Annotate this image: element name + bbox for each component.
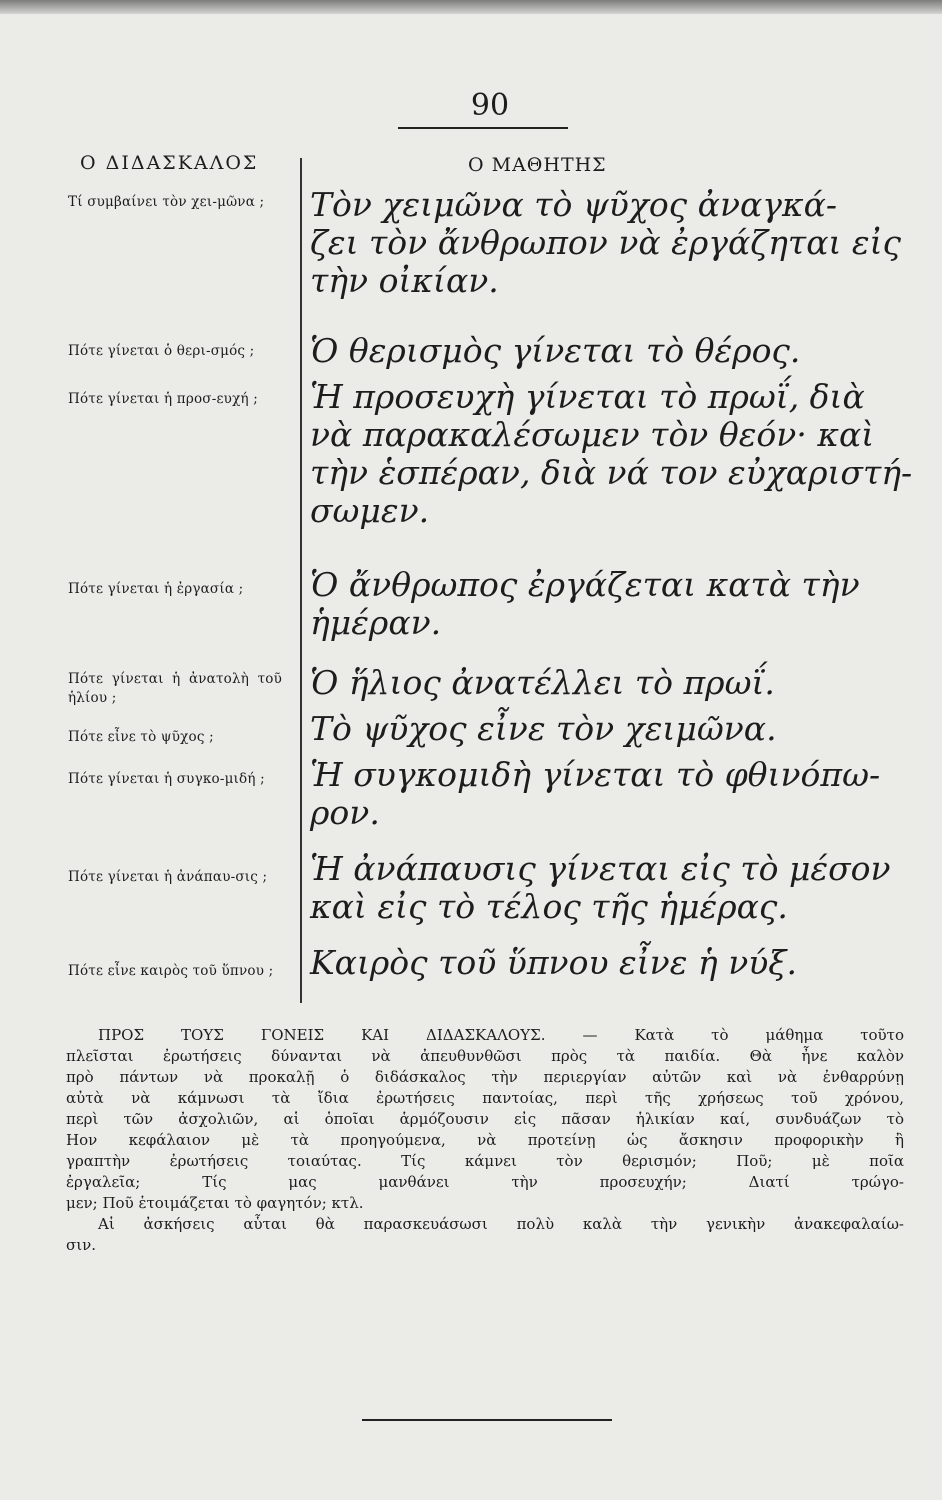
- answer-line: Ὁ θερισμὸς γίνεται τὸ θέρος.: [310, 331, 801, 370]
- note-line: γραπτὴν ἐρωτήσεις τοιαύτας. Τίς κάμνει τὸν θερισμόν; Ποῦ; μὲ ποῖα: [66, 1152, 904, 1170]
- note-line: ΠΡΟΣ ΤΟΥΣ ΓΟΝΕΙΣ ΚΑΙ ΔΙΔΑΣΚΑΛΟΥΣ. — Κατὰ τὸ μάθημα τοῦτο: [98, 1026, 904, 1044]
- question-8: Πότε γίνεται ἡ ἀνάπαυ-σις ;: [68, 869, 268, 885]
- note-line: Αἱ ἀσκήσεις αὗται θὰ παρασκευάσωσι πολὺ καλὰ τὴν γενικὴν ἀνακεφαλαίω-: [98, 1215, 904, 1233]
- note-line: Ηον κεφάλαιον μὲ τὰ προηγούμενα, νὰ προτείνῃ ὡς ἄσκησιν προφορικὴν ἢ: [66, 1131, 904, 1149]
- answer-line: σωμεν.: [310, 491, 430, 530]
- answer-line: ἡμέραν.: [310, 603, 442, 642]
- question-9: Πότε εἶνε καιρὸς τοῦ ὕπνου ;: [68, 963, 274, 979]
- answer-2: [310, 332, 895, 370]
- question-7: Πότε γίνεται ἡ συγκο-μιδή ;: [68, 771, 265, 787]
- question-6: Πότε εἶνε τὸ ψῦχος ;: [68, 729, 214, 745]
- column-divider: [300, 158, 302, 1003]
- answer-5: [310, 664, 895, 702]
- answer-line: τὴν οἰκίαν.: [310, 261, 499, 300]
- note-line: αὐτὰ νὰ κάμνωσι τὰ ἴδια ἐρωτήσεις παντοίας, περὶ τῆς χρήσεως τοῦ χρόνου,: [66, 1089, 904, 1107]
- answer-line: τὴν ἑσπέραν, διὰ νά τον εὐχαριστή-: [310, 453, 913, 492]
- header-rule: [398, 127, 568, 129]
- question-5: Πότε γίνεται ἡ ἀνατολὴ τοῦ ἡλίου ;: [68, 671, 282, 706]
- answer-line: Ὁ ἥλιος ἀνατέλλει τὸ πρωΐ.: [310, 663, 775, 702]
- answer-line: Καιρὸς τοῦ ὕπνου εἶνε ἡ νύξ.: [310, 943, 797, 982]
- note-line: πλεῖσται ἐρωτήσεις δύνανται νὰ ἀπευθυνθῶσι πρὸς τὰ παιδία. Θὰ ἦνε καλὸν: [66, 1047, 904, 1065]
- answer-line: Ἡ συγκομιδὴ γίνεται τὸ φθινόπω-: [310, 755, 881, 794]
- note-line: μεν; Ποῦ ἑτοιμάζεται τὸ φαγητόν; κτλ.: [66, 1194, 364, 1212]
- note-to-parents-and-teachers: [66, 1025, 904, 1256]
- question-2: Πότε γίνεται ὁ θερι-σμός ;: [68, 343, 255, 359]
- answer-8: [310, 850, 895, 926]
- answer-line: Τὸ ψῦχος εἶνε τὸν χειμῶνα.: [310, 709, 777, 748]
- answer-line: Ὁ ἄνθρωπος ἐργάζεται κατὰ τὴν: [310, 565, 860, 604]
- answer-4: [310, 566, 895, 642]
- answer-3: [310, 377, 913, 530]
- answer-line: Ἡ ἀνάπαυσις γίνεται εἰς τὸ μέσον: [310, 849, 891, 888]
- answer-line: ζει τὸν ἄνθρωπον νὰ ἐργάζηται εἰς: [310, 223, 902, 262]
- answer-line: Τὸν χειμῶνα τὸ ψῦχος ἀναγκά-: [310, 185, 838, 224]
- answer-7: [310, 756, 895, 832]
- answer-line: Ἡ προσευχὴ γίνεται τὸ πρωΐ, διὰ: [310, 377, 865, 416]
- footer-rule: [362, 1419, 612, 1421]
- question-3: Πότε γίνεται ἡ προσ-ευχή ;: [68, 391, 258, 407]
- answer-line: καὶ εἰς τὸ τέλος τῆς ἡμέρας.: [310, 887, 788, 926]
- note-line: περὶ τῶν ἀσχολιῶν, αἱ ὁποῖαι ἁρμόζουσιν εἰς πᾶσαν ἡλικίαν καί, συνδυάζων τὸ: [66, 1110, 904, 1128]
- answer-9: [310, 944, 895, 982]
- page-number: 90: [470, 88, 510, 123]
- note-line: ἐργαλεῖα; Τίς μας μανθάνει τὴν προσευχήν; Διατί τρώγο-: [66, 1173, 904, 1191]
- student-column-header: Ο ΜΑΘΗΤΗΣ: [468, 154, 607, 176]
- teacher-column-header: Ο ΔΙΔΑΣΚΑΛΟΣ: [80, 152, 259, 174]
- question-1: Τί συμβαίνει τὸν χει-μῶνα ;: [68, 194, 265, 210]
- question-4: Πότε γίνεται ἡ ἐργασία ;: [68, 581, 244, 597]
- answer-1: [310, 185, 902, 300]
- answer-6: [310, 710, 895, 748]
- answer-line: νὰ παρακαλέσωμεν τὸν θεόν· καὶ: [310, 415, 875, 454]
- note-line: πρὸ πάντων νὰ προκαλῇ ὁ διδάσκαλος τὴν περιεργίαν αὐτῶν καὶ νὰ ἐνθαρρύνῃ: [66, 1068, 904, 1086]
- answer-line: ρον.: [310, 793, 380, 832]
- note-line: σιν.: [66, 1236, 97, 1254]
- page-edge-shadow: [0, 0, 942, 14]
